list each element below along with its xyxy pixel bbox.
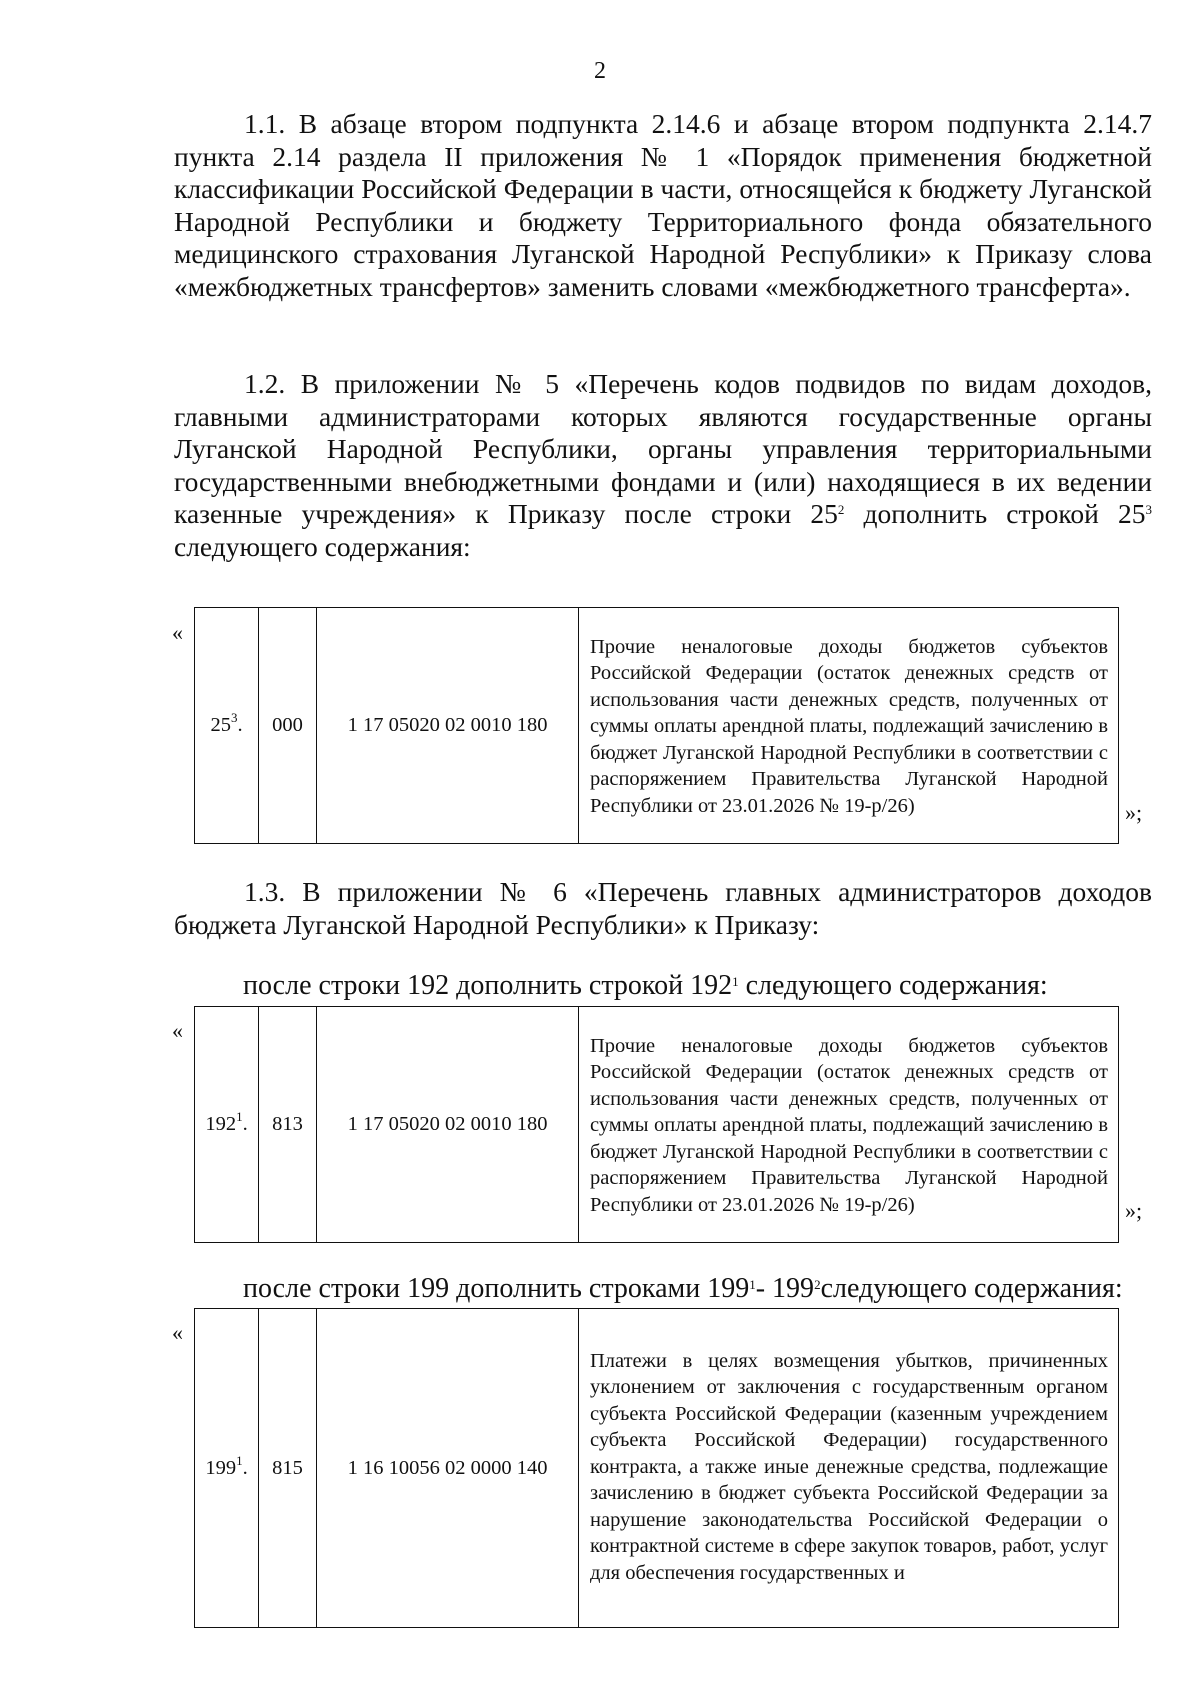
superscript: 1 [732,974,739,989]
superscript: 1 [236,1109,243,1124]
paragraph-1-2-mid: дополнить строкой 25 [844,498,1146,529]
lead-in-text: после строки 199 дополнить строками 199 [243,1273,750,1304]
superscript: 1 [749,1277,756,1292]
paragraph-1-2 [174,368,1152,563]
superscript: 3 [1145,502,1152,517]
inserted-row-table-3 [194,1308,1119,1628]
lead-in-199 [243,1273,1123,1305]
row-number-dot: . [237,714,243,736]
quote-close: »; [1125,1198,1143,1223]
description-text: Прочие неналоговые доходы бюджетов субъектов Российской Федерации (остаток денежных средств от использования части денежных средств, полученных от суммы оплаты арендной платы, подлежащий зачислению в бюджет Луганской Народной Республики в соответствии с распоряжением Правительства Луганской Народной Республики от 23.01.2026 № 19-р/26) [590,1034,1108,1216]
row-number-cell [195,1309,259,1628]
admin-code-cell: 000 [259,608,317,844]
paragraph-1-2-end: следующего содержания: [174,530,471,562]
paragraph-1-1: 1.1. В абзаце втором подпункта 2.14.6 и абзаце втором подпункта 2.14.7 пункта 2.14 раздела II приложения № 1 «Порядок применения бюджетной классификации Российской Федерации в части, относящейся к бюджету Луганской Народной Республики и бюджету Территориального фонда обязательного медицинского страхования Луганской Народной Республики» к Приказу слова «межбюджетных трансфертов» заменить словами «межбюджетного трансферта». [174,108,1152,302]
inserted-row-table-1 [194,607,1119,844]
budget-code-cell: 1 16 10056 02 0000 140 [317,1309,579,1628]
lead-in-mid: - 199 [755,1273,815,1304]
budget-code-cell: 1 17 05020 02 0010 180 [317,1007,579,1243]
row-number: 25 [210,714,231,736]
description-text: Платежи в целях возмещения убытков, причиненных уклонением от заключения с государственным органом субъекта Российской Федерации (казенным учреждением субъекта Российской Федерации) государственного контракта, а также иные денежные средства, подлежащие зачислению в бюджет субъекта Российской Федерации за нарушение законодательства Российской Федерации о контрактной системе в сфере закупок товаров, работ, услуг для обеспечения государственных и [590,1349,1108,1584]
row-number-dot: . [242,1456,248,1479]
description-cell [579,1309,1119,1628]
quote-close: »; [1125,800,1143,825]
quote-open: « [172,620,183,645]
row-number-cell [195,1007,259,1243]
row-number: 199 [205,1456,237,1479]
lead-in-end: следующего содержания: [738,970,1048,1001]
inserted-row-table-2 [194,1006,1119,1243]
row-number: 192 [205,1113,237,1135]
quote-open: « [172,1018,183,1043]
description-text: Прочие неналоговые доходы бюджетов субъектов Российской Федерации (остаток денежных средств от использования части денежных средств, полученных от суммы оплаты арендной платы, подлежащий зачислению в бюджет Луганской Народной Республики в соответствии с распоряжением Правительства Луганской Народной Республики от 23.01.2026 № 19-р/26) [590,635,1108,817]
quote-open: « [172,1320,183,1345]
lead-in-text: после строки 192 дополнить строкой 192 [243,970,733,1001]
page-number: 2 [594,58,606,84]
description-cell [579,1007,1119,1243]
superscript: 3 [230,710,238,725]
description-cell [579,608,1119,844]
superscript: 1 [236,1452,243,1468]
row-number-cell [195,608,259,844]
admin-code-cell: 815 [259,1309,317,1628]
paragraph-1-3: 1.3. В приложении № 6 «Перечень главных администраторов доходов бюджета Луганской Народной Республики» к Приказу: [174,876,1152,940]
superscript: 2 [837,502,845,517]
budget-code-cell: 1 17 05020 02 0010 180 [317,608,579,844]
admin-code-cell: 813 [259,1007,317,1243]
lead-in-end: следующего содержания: [820,1273,1123,1304]
row-number-dot: . [242,1113,248,1135]
superscript: 2 [814,1277,821,1292]
paragraph-1-2-text: 1.2. В приложении № 5 «Перечень кодов подвидов по видам доходов, главными администраторами которых являются государственные органы Луганской Народной Республики, органы управления территориальными государственными внебюджетными фондами и (или) находящиеся в их ведении казенные учреждения» к Приказу после строки 25 [174,368,1152,529]
lead-in-192 [243,970,1048,1002]
